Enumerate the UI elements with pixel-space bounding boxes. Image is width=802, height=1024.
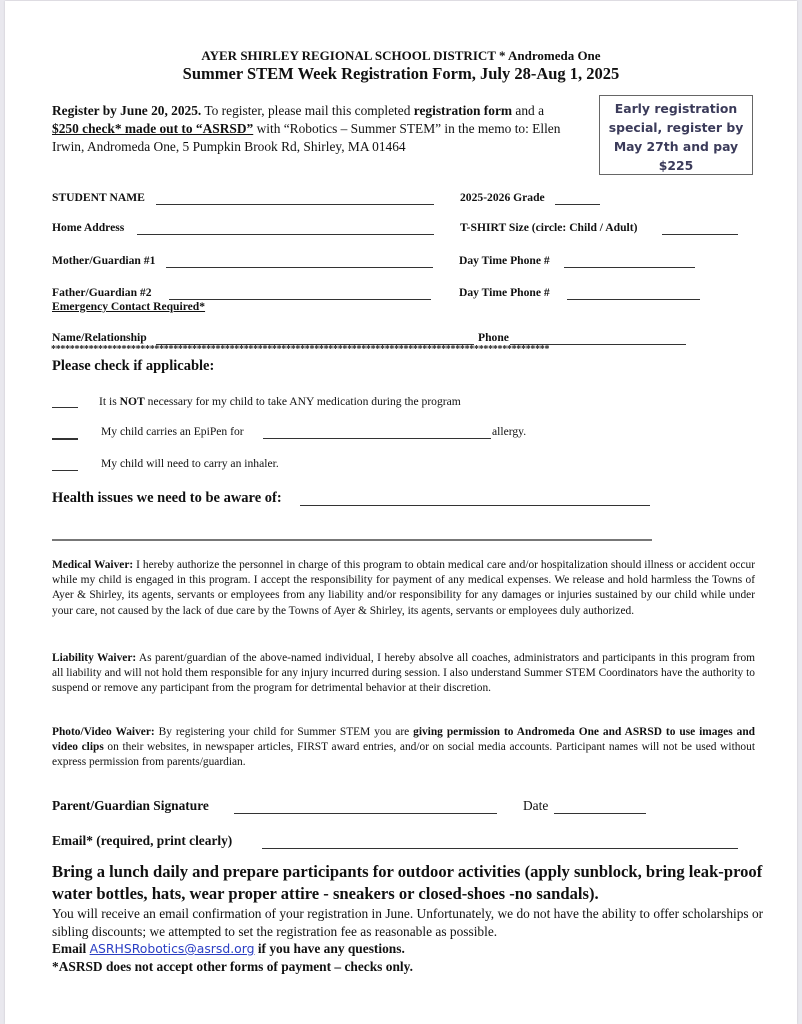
medical-waiver: Medical Waiver: I hereby authorize the personnel in charge of this program to obtain medical care and/or hospitalization should illness or accident occur while my child is engaged in this program. I accept the responsibility for payment of any medical expenses. We release and hold harmless the Towns of Ayer & Shirley, its agents, servants or employees from any liability and/or responsibility for any damages or injuries sustained by our child while under your care, not caused by the lack of due care by the Towns of Ayer & Shirley, its agents, servants or employees duly authorized. — [52, 559, 755, 617]
emergency-contact-heading: Emergency Contact Required* — [52, 300, 206, 313]
email-label: Email* (required, print clearly) — [52, 833, 233, 848]
no-medication-text: It is NOT necessary for my child to take ANY medication during the program — [99, 395, 461, 408]
guardian2-field[interactable] — [169, 299, 431, 300]
tshirt-size-field[interactable] — [662, 234, 738, 235]
phone1-field[interactable] — [564, 267, 695, 268]
checklist-heading: Please check if applicable: — [52, 358, 215, 374]
bring-lunch-notice: Bring a lunch daily and prepare participants for outdoor activities (apply sunblock, bring leak-proof water bottles, hats, wear proper attire - sneakers or closed-shoes -no sandals). — [52, 862, 763, 903]
contact-email-link[interactable]: ASRHSRobotics@asrsd.org — [89, 941, 255, 956]
allergy-field[interactable] — [263, 438, 491, 439]
check-amount: $250 check* made out to “ASRSD” — [52, 121, 254, 136]
date-label: Date — [523, 798, 549, 813]
epipen-checkbox[interactable] — [52, 438, 78, 440]
guardian1-field[interactable] — [166, 267, 433, 268]
tshirt-size-label: T-SHIRT Size (circle: Child / Adult) — [460, 221, 638, 234]
registration-form-page — [5, 1, 797, 1024]
no-medication-checkbox[interactable] — [52, 407, 78, 408]
phone2-label: Day Time Phone # — [459, 286, 550, 299]
liability-waiver: Liability Waiver: As parent/guardian of the above-named individual, I hereby absolve all coaches, administrators and participants in this program from all liability and will not hold them responsible for any injury incurred during session. I also understand Summer STEM Coordinators have the authority to suspend or remove any participant from the program for detrimental behavior at their discretion. — [52, 652, 755, 695]
payment-note: *ASRSD does not accept other forms of payment – checks only. — [52, 958, 413, 974]
phone2-field[interactable] — [567, 299, 700, 300]
allergy-suffix: allergy. — [492, 425, 527, 438]
health-issues-field[interactable] — [300, 505, 650, 506]
grade-field[interactable] — [555, 204, 600, 205]
form-title: Summer STEM Week Registration Form, July 28-Aug 1, 2025 — [182, 64, 620, 83]
emergency-phone-label: Phone — [478, 331, 509, 344]
home-address-field[interactable] — [137, 234, 434, 235]
district-header: AYER SHIRLEY REGIONAL SCHOOL DISTRICT * Andromeda One — [201, 48, 601, 63]
photo-video-waiver: Photo/Video Waiver: By registering your child for Summer STEM you are giving permission to Andromeda One and ASRSD to use images and video clips on their websites, in newspaper articles, FIRST award entries, and/or on social media accounts. Participant names will not be used without express permission from parents/guardian. — [52, 726, 755, 769]
phone1-label: Day Time Phone # — [459, 254, 550, 267]
inhaler-text: My child will need to carry an inhaler. — [101, 457, 279, 470]
home-address-label: Home Address — [52, 221, 125, 234]
student-name-label: STUDENT NAME — [52, 191, 145, 204]
guardian2-label: Father/Guardian #2 — [52, 286, 152, 299]
name-relationship-label: Name/Relationship — [52, 331, 147, 344]
footer-info — [52, 905, 772, 975]
guardian1-label: Mother/Guardian #1 — [52, 254, 156, 267]
email-field[interactable] — [262, 848, 738, 849]
signature-label: Parent/Guardian Signature — [52, 798, 209, 813]
confirmation-text: You will receive an email confirmation of your registration in June. Unfortunately, we do not have the ability to offer scholarships or sibling discounts; we attempted to set the registration fee as reasonable as possible. — [52, 906, 764, 939]
contact-email-line: Email ASRHSRobotics@asrsd.org if you have any questions. — [52, 941, 405, 956]
student-name-field[interactable] — [156, 204, 434, 205]
register-deadline: Register by June 20, 2025. — [52, 103, 202, 118]
epipen-text: My child carries an EpiPen for — [101, 425, 244, 438]
registration-instructions: Register by June 20, 2025. To register, please mail this completed registration form and a $250 check* made out to “ASRSD” with “Robotics – Summer STEM” in the memo to: Ellen Irwin, Andromeda One, 5 Pumpkin Brook Rd, Shirley, MA 01464 — [52, 103, 561, 154]
section-divider: ********************************************************************************************************** — [51, 344, 550, 355]
early-registration-box: Early registration special, register by May 27th and pay $225 — [599, 95, 753, 175]
health-issues-field-line2[interactable] — [52, 539, 652, 541]
signature-field[interactable] — [234, 813, 497, 814]
grade-label: 2025-2026 Grade — [460, 191, 545, 204]
inhaler-checkbox[interactable] — [52, 470, 78, 471]
health-issues-label: Health issues we need to be aware of: — [52, 490, 282, 506]
date-field[interactable] — [554, 813, 646, 814]
